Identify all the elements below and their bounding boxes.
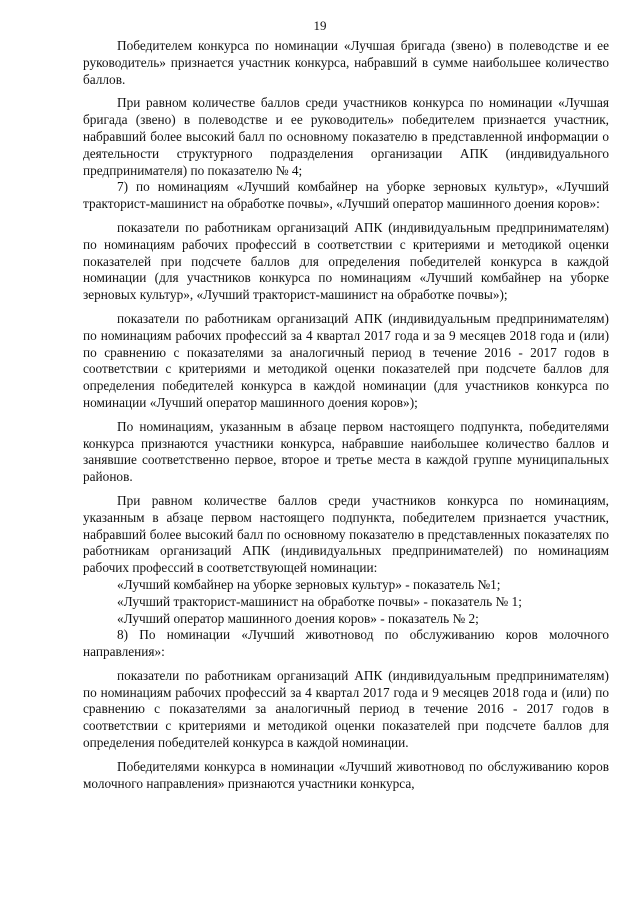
paragraph-equal-points-workers: При равном количестве баллов среди участников конкурса по номинациям, указанным в абзаце первом настоящего подпункта, победителем признается участник, набравший более высокий балл по основному показателю в представленных показателях по работникам организаций АПК (индивидуальных предпринимателей) по номинациям рабочих профессий в соответствующей номинации:	[83, 492, 609, 576]
list-item-combiner-indicator: «Лучший комбайнер на уборке зерновых культур» - показатель №1;	[117, 576, 501, 592]
paragraph-item-8-nomination: 8) По номинации «Лучший животновод по обслуживанию коров молочного направления»:	[83, 627, 609, 660]
paragraph-winner-brigade: Победителем конкурса по номинации «Лучшая бригада (звено) в полеводстве и ее руководитель» признается участник конкурса, набравший в сумме наибольшее количество баллов.	[83, 38, 609, 87]
list-item-milking-indicator: «Лучший оператор машинного доения коров» - показатель № 2;	[117, 610, 479, 626]
paragraph-item-7-nominations: 7) по номинациям «Лучший комбайнер на уборке зерновых культур», «Лучший тракторист-машинист на обработке почвы», «Лучший оператор машинного доения коров»:	[83, 179, 609, 212]
paragraph-indicators-combiner-tractor: показатели по работникам организаций АПК (индивидуальным предпринимателям) по номинациям рабочих профессий в соответствии с критериями и методикой оценки показателей при подсчете баллов для определения победителей конкурса в каждой номинации (для участников конкурса по номинациям «Лучший комбайнер на уборке зерновых культур», «Лучший тракторист-машинист на обработке почвы»);	[83, 219, 609, 303]
paragraph-indicators-livestock: показатели по работникам организаций АПК (индивидуальным предпринимателям) по номинациям рабочих профессий за 4 квартал 2017 года и 9 месяцев 2018 года и (или) по сравнению с показателями за аналогичный период в течение 2016 - 2017 годов в соответствии с критериями и методикой оценки показателей при подсчете баллов для определения победителей конкурса в каждой номинации.	[83, 667, 609, 751]
paragraph-equal-points-brigade: При равном количестве баллов среди участников конкурса по номинации «Лучшая бригада (звено) в полеводстве и ее руководитель» победителем признается участник, набравший более высокий балл по основному показателю в представленной информации о деятельности структурного подразделения организации АПК (индивидуального предпринимателя) по показателю № 4;	[83, 95, 609, 178]
list-item-tractor-indicator: «Лучший тракторист-машинист на обработке почвы» - показатель № 1;	[117, 593, 522, 609]
paragraph-winners-by-group: По номинациям, указанным в абзаце первом настоящего подпункта, победителями конкурса признаются участники конкурса, набравшие наибольшее количество баллов и занявшие соответственно первое, второе и третье места в каждой группе муниципальных районов.	[83, 418, 609, 485]
paragraph-indicators-milking-operator: показатели по работникам организаций АПК (индивидуальным предпринимателям) по номинациям рабочих профессий за 4 квартал 2017 года и за 9 месяцев 2018 года и (или) по сравнению с показателями за аналогичный период в течение 2016 - 2017 годов в соответствии с критериями и методикой оценки показателей при подсчете баллов для определения победителей конкурса в каждой номинации (для участников конкурса по номинации «Лучший оператор машинного доения коров»);	[83, 310, 609, 410]
paragraph-winners-livestock: Победителями конкурса в номинации «Лучший животновод по обслуживанию коров молочного направления» признаются участники конкурса,	[83, 758, 609, 791]
document-body	[83, 38, 609, 792]
page-number: 19	[313, 18, 327, 33]
